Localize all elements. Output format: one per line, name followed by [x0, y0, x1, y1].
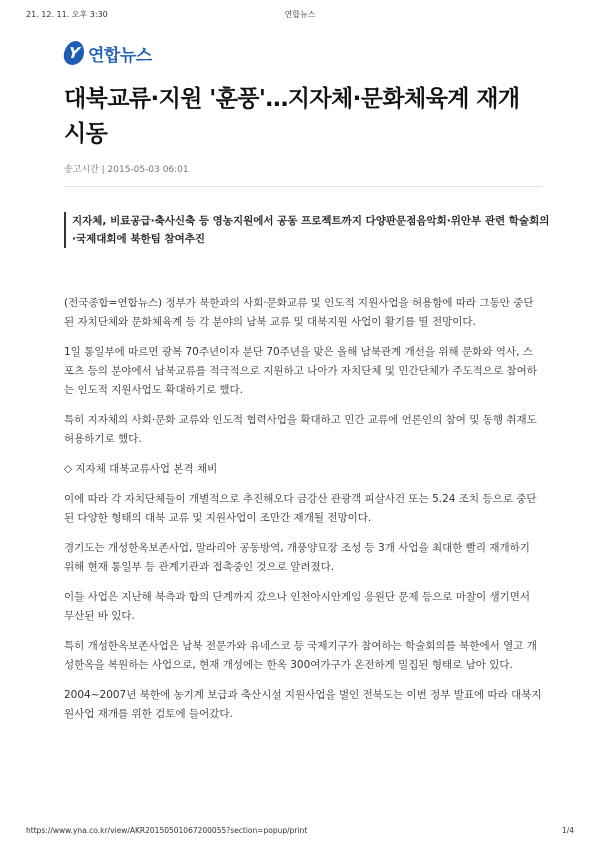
- paragraph: 이들 사업은 지난해 북측과 합의 단계까지 갔으나 인천아시안게임 응원단 문제 등으로 마찰이 생기면서 무산된 바 있다.: [64, 591, 531, 622]
- article-body: [64, 294, 542, 735]
- yonhap-logo-icon: Y: [62, 41, 85, 65]
- paragraph: (전국종합=연합뉴스) 정부가 북한과의 사회·문화교류 및 인도적 지원사업을 허용함에 따라 그동안 중단된 자치단체와 문화체육계 등 각 분야의 남북 교류 및 대북지원 사업이 활기를 띨 전망이다.: [64, 297, 534, 328]
- yonhap-logo[interactable]: [64, 40, 152, 66]
- print-header: [0, 9, 600, 23]
- paragraph: 특히 지자체의 사회·문화 교류와 인도적 협력사업을 확대하고 민간 교류에 언론인의 참여 및 동행 취재도 허용하기로 했다.: [64, 414, 537, 445]
- print-site-title: 연합뉴스: [284, 10, 316, 19]
- print-datetime: 21. 12. 11. 오후 3:30: [26, 10, 108, 19]
- section-subheading: ◇ 지자체 대북교류사업 본격 채비: [64, 463, 218, 475]
- paragraph: 이에 따라 각 자치단체들이 개별적으로 추진해오다 금강산 관광객 피살사건 또는 5.24 조치 등으로 중단된 다양한 형태의 대북 교류 및 지원사업이 조만간 재개될 전망이다.: [64, 493, 537, 524]
- paragraph: 경기도는 개성한옥보존사업, 말라리아 공동방역, 개풍양묘장 조성 등 3개 사업을 최대한 빨리 재개하기 위해 현재 통일부 등 관계기관과 접촉중인 것으로 알려졌다.: [64, 542, 530, 573]
- page-number: 1/4: [561, 826, 574, 835]
- paragraph: 특히 개성한옥보존사업은 남북 전문가와 유네스코 등 국제기구가 참여하는 학술회의를 북한에서 열고 개성한옥을 복원하는 사업으로, 현재 개성에는 한옥 300여가구가 온전하게 밀집된 형태로 남아 있다.: [64, 640, 537, 671]
- print-url: https://www.yna.co.kr/view/AKR20150501067200055?section=popup/print: [26, 826, 308, 835]
- logo-text: 연합뉴스: [88, 45, 152, 66]
- article-meta: 송고시간 | 2015-05-03 06:01: [64, 165, 189, 175]
- paragraph: 2004~2007년 북한에 농기계 보급과 축산시설 지원사업을 벌인 전북도는 이번 정부 발표에 따라 대북지원사업 재개를 위한 검토에 들어갔다.: [64, 689, 542, 720]
- paragraph: 1일 통일부에 따르면 광복 70주년이자 분단 70주년을 맞은 올해 남북관계 개선을 위해 문화와 역사, 스포츠 등의 분야에서 남북교류를 적극적으로 지원하고 나아가 자치단체 및 민간단체가 주도적으로 참여하는 인도적 지원사업도 확대하기로 했다.: [64, 346, 537, 396]
- divider: [64, 186, 542, 187]
- print-footer: [0, 826, 600, 840]
- article-headline: 대북교류·지원 '훈풍'…지자체·문화체육계 재개 시동: [64, 86, 520, 147]
- article-summary: 지자체, 비료공급·축사신축 등 영농지원에서 공동 프로젝트까지 다양판문점음악회·위안부 관련 학술회의·국제대회에 북한팀 참여추진: [64, 212, 550, 248]
